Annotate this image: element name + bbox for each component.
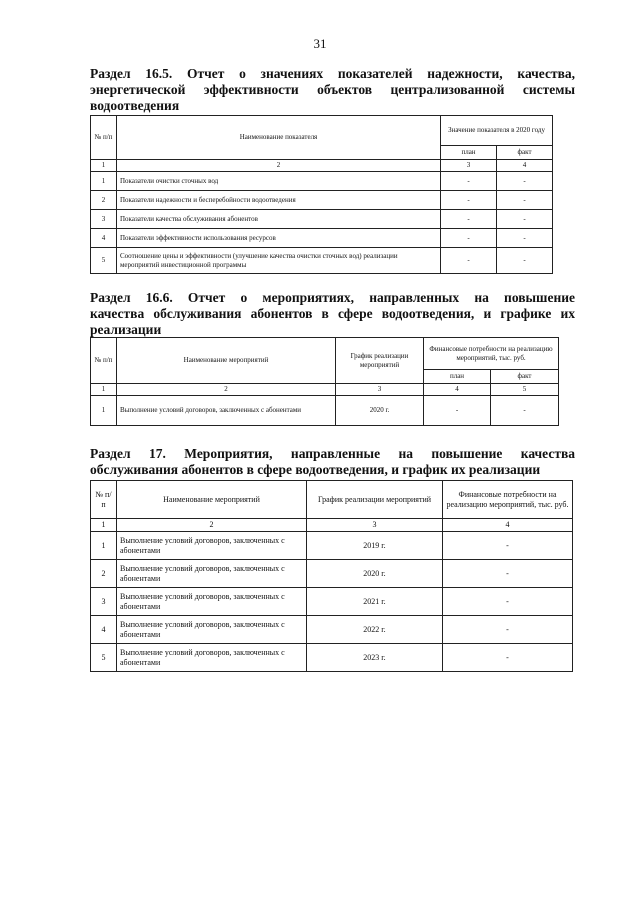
index-cell: 2: [117, 384, 336, 396]
table-row: [91, 191, 553, 210]
row-plan: -: [441, 191, 497, 210]
row-num: 3: [91, 210, 117, 229]
index-cell: 4: [443, 519, 573, 532]
index-row: [91, 160, 553, 172]
heading-line: Раздел 17. Мероприятия, направленные на повышение качества: [90, 446, 575, 461]
index-cell: 1: [91, 384, 117, 396]
row-name: Показатели очистки сточных вод: [117, 172, 441, 191]
index-cell: 3: [441, 160, 497, 172]
index-row: [91, 384, 559, 396]
row-plan: -: [441, 172, 497, 191]
col-schedule-header: График реализации мероприятий: [307, 481, 443, 519]
row-num: 1: [91, 532, 117, 560]
col-num-header: № п/п: [91, 338, 117, 384]
row-name: Соотношение цены и эффективности (улучшение качества очистки сточных вод) реализации мероприятий инвестиционной программы: [117, 248, 441, 274]
col-num-header: № п/п: [91, 116, 117, 160]
section-17-heading: [90, 446, 575, 478]
row-num: 1: [91, 396, 117, 426]
index-cell: 5: [491, 384, 559, 396]
col-name-header: Наименование мероприятий: [117, 338, 336, 384]
heading-line: обслуживания абонентов в сфере водоотведения, и график их реализации: [90, 462, 541, 477]
row-num: 4: [91, 616, 117, 644]
table-row: [91, 248, 553, 274]
heading-line: качества обслуживания абонентов в сфере водоотведения, и графике их: [90, 306, 575, 321]
heading-line: водоотведения: [90, 98, 180, 113]
index-cell: 4: [424, 384, 491, 396]
index-cell: 1: [91, 160, 117, 172]
row-year: 2019 г.: [307, 532, 443, 560]
row-num: 2: [91, 191, 117, 210]
indicators-table: [90, 115, 553, 274]
index-row: [91, 519, 573, 532]
row-name: Выполнение условий договоров, заключенных с абонентами: [117, 644, 307, 672]
row-year: 2023 г.: [307, 644, 443, 672]
row-year: 2021 г.: [307, 588, 443, 616]
row-year: 2020 г.: [336, 396, 424, 426]
col-finance-header: Финансовые потребности на реализацию мероприятий, тыс. руб.: [443, 481, 573, 519]
row-num: 1: [91, 172, 117, 191]
table-row: [91, 588, 573, 616]
col-value-header: Значение показателя в 2020 году: [441, 116, 553, 146]
heading-line: Раздел 16.6. Отчет о мероприятиях, направленных на повышение: [90, 290, 575, 305]
index-cell: 4: [497, 160, 553, 172]
row-fact: -: [497, 229, 553, 248]
heading-line: реализации: [90, 322, 162, 337]
col-finance-header: Финансовые потребности на реализацию мероприятий, тыс. руб.: [424, 338, 559, 370]
table-row: [91, 229, 553, 248]
index-cell: 3: [307, 519, 443, 532]
row-num: 5: [91, 644, 117, 672]
row-plan: -: [441, 248, 497, 274]
row-plan: -: [424, 396, 491, 426]
measures-report-table: [90, 337, 559, 426]
row-finance: -: [443, 588, 573, 616]
row-num: 5: [91, 248, 117, 274]
section-16-5-heading: [90, 66, 575, 114]
row-name: Выполнение условий договоров, заключенных с абонентами: [117, 616, 307, 644]
row-finance: -: [443, 532, 573, 560]
heading-line: энергетической эффективности объектов централизованной системы: [90, 82, 575, 97]
row-name: Показатели качества обслуживания абонентов: [117, 210, 441, 229]
table-row: [91, 560, 573, 588]
index-cell: 2: [117, 160, 441, 172]
row-num: 4: [91, 229, 117, 248]
index-cell: 3: [336, 384, 424, 396]
section-16-6-heading: [90, 290, 575, 338]
row-name: Выполнение условий договоров, заключенных с абонентами: [117, 396, 336, 426]
row-finance: -: [443, 560, 573, 588]
heading-line: Раздел 16.5. Отчет о значениях показателей надежности, качества,: [90, 66, 575, 81]
col-plan-header: план: [441, 146, 497, 160]
row-plan: -: [441, 210, 497, 229]
col-schedule-header: График реализации мероприятий: [336, 338, 424, 384]
col-num-header: № п/п: [91, 481, 117, 519]
row-year: 2022 г.: [307, 616, 443, 644]
measures-schedule-table: [90, 480, 573, 672]
row-year: 2020 г.: [307, 560, 443, 588]
row-name: Показатели эффективности использования ресурсов: [117, 229, 441, 248]
row-finance: -: [443, 644, 573, 672]
col-name-header: Наименование мероприятий: [117, 481, 307, 519]
row-plan: -: [441, 229, 497, 248]
row-fact: -: [491, 396, 559, 426]
index-cell: 2: [117, 519, 307, 532]
table-row: [91, 396, 559, 426]
row-name: Показатели надежности и бесперебойности водоотведения: [117, 191, 441, 210]
table-row: [91, 616, 573, 644]
table-row: [91, 210, 553, 229]
col-fact-header: факт: [491, 370, 559, 384]
row-fact: -: [497, 210, 553, 229]
row-num: 3: [91, 588, 117, 616]
col-name-header: Наименование показателя: [117, 116, 441, 160]
table-row: [91, 172, 553, 191]
col-fact-header: факт: [497, 146, 553, 160]
index-cell: 1: [91, 519, 117, 532]
col-plan-header: план: [424, 370, 491, 384]
page-number: 31: [313, 36, 327, 51]
table-row: [91, 644, 573, 672]
row-name: Выполнение условий договоров, заключенных с абонентами: [117, 532, 307, 560]
table-row: [91, 532, 573, 560]
row-fact: -: [497, 248, 553, 274]
row-name: Выполнение условий договоров, заключенных с абонентами: [117, 588, 307, 616]
row-name: Выполнение условий договоров, заключенных с абонентами: [117, 560, 307, 588]
row-num: 2: [91, 560, 117, 588]
row-finance: -: [443, 616, 573, 644]
row-fact: -: [497, 191, 553, 210]
row-fact: -: [497, 172, 553, 191]
